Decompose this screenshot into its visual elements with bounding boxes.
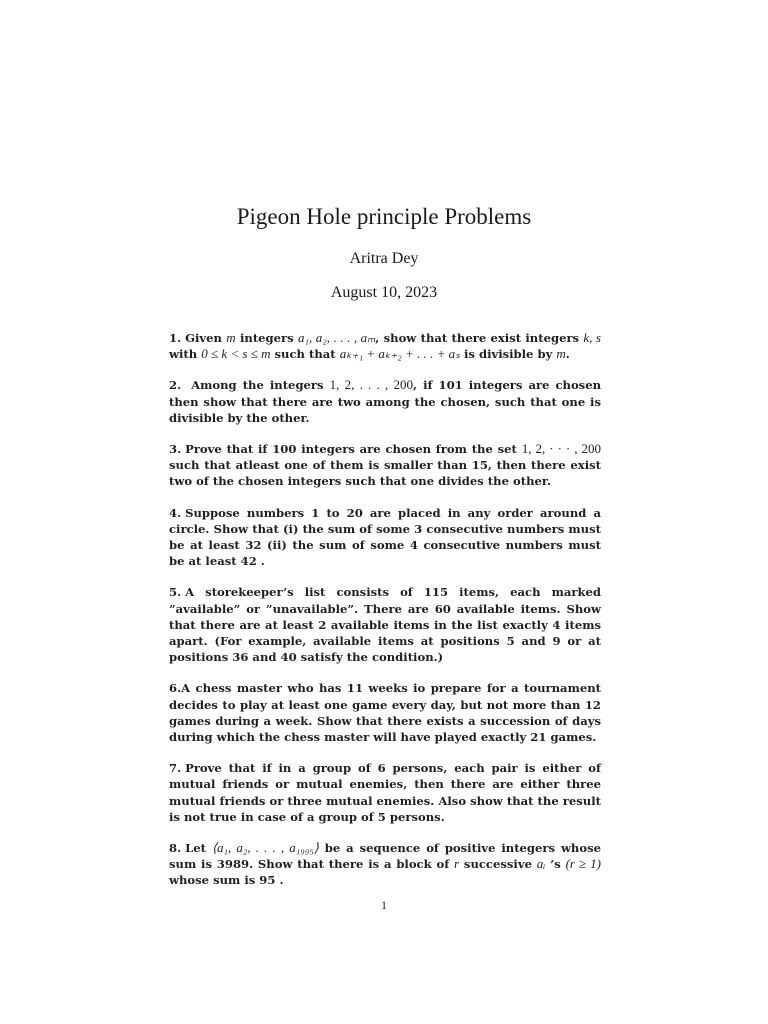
problem-text [169,506,601,569]
math-expression: m [226,330,236,345]
problem-6 [169,680,601,745]
problem-5 [169,584,601,665]
problem-text [169,761,601,824]
text-run: Among the integers [185,378,330,393]
text-run: such that [270,347,340,362]
problem-text [169,841,601,887]
text-run: Prove that if 100 integers are chosen from the set [185,442,522,457]
text-run: be a sequence of positive integers whose sum is 3989. Show that there is a block of [169,841,601,872]
problem-3 [169,441,601,490]
page-number: 1 [381,898,387,912]
text-run: integers [235,331,298,345]
text-run: such that atleast one of them is smaller than 15, then there exist two of the chosen integers such that one divides the other. [169,458,601,489]
math-expression: a₁, a₂, . . . , aₘ [297,330,376,345]
problem-text [169,681,601,744]
document-author: Aritra Dey [349,250,419,267]
problem-number: 5. [169,585,182,600]
math-expression: (r ≥ 1) [565,856,601,872]
text-run: is divisible by [459,347,557,362]
text-run: , if 101 integers are chosen then show that there are two among the chosen, such that one is divisible by the other. [169,378,602,425]
text-run: Let [185,841,212,856]
text-run: successive [459,857,537,872]
problem-2 [169,377,601,426]
text-run: . [565,347,570,362]
problem-number: 7. [169,761,182,776]
math-expression: 1, 2, . . . , 200 [329,377,414,393]
problem-number: 6. [169,681,182,696]
problem-number: 1. [169,331,182,345]
text-run: with [169,347,202,362]
problem-number: 4. [169,505,182,520]
problem-1 [169,330,601,362]
text-run: Prove that if in a group of 6 persons, each pair is either of mutual friends or mutual enemies, then there are either three mutual friends or three mutual enemies. Also show that the result is not true in case of a group of 5 persons. [169,761,601,824]
document-date: August 10, 2023 [330,284,438,301]
math-expression: r [454,856,460,872]
text-run: Given [185,331,227,345]
math-expression: aᵢ [536,856,546,872]
problem-number: 3. [169,442,182,457]
math-expression: 0 ≤ k < s ≤ m [201,346,271,362]
problem-number: 2. [169,378,182,393]
text-run: A storekeeper’s list consists of 115 items, each marked ”available” or ”unavailable”. There are 60 available items. Show that there are at least 2 available items in the list exactly 4 items apart. (For example, available items at positions 5 and 9 or at positions 36 and 40 satisfy the condition.) [169,585,601,665]
text-run: ’s [545,857,566,872]
math-expression: m [556,346,566,362]
problem-text [169,331,601,361]
math-expression: k, s [583,330,601,345]
text-run: whose sum is 95 . [169,873,284,888]
problem-number: 8. [169,841,182,856]
math-expression: ⟨a₁, a₂, . . . , a₁₉₉₅⟩ [211,840,319,856]
math-expression: 1, 2, · · · , 200 [521,441,601,457]
text-run: Suppose numbers 1 to 20 are placed in any order around a circle. Show that (i) the sum of some 3 consecutive numbers must be at least 32 (ii) the sum of some 4 consecutive numbers must be at least 42 . [169,505,601,569]
problem-text [169,442,601,488]
text-run: A chess master who has 11 weeks io prepare for a tournament decides to play at least one game every day, but not more than 12 games during a week. Show that there exists a succession of days during which the chess master will have played exactly 21 games. [169,681,601,745]
problem-4 [169,505,601,570]
math-expression: aₖ₊₁ + aₖ₊₂ + . . . + aₛ [339,346,460,362]
problem-text [169,378,601,424]
document-title: Pigeon Hole principle Problems [236,204,532,229]
problem-7 [169,760,601,825]
problem-text [169,585,601,664]
text-run: , show that there exist integers [375,331,584,345]
problem-8 [169,840,601,889]
problem-list [169,330,601,904]
